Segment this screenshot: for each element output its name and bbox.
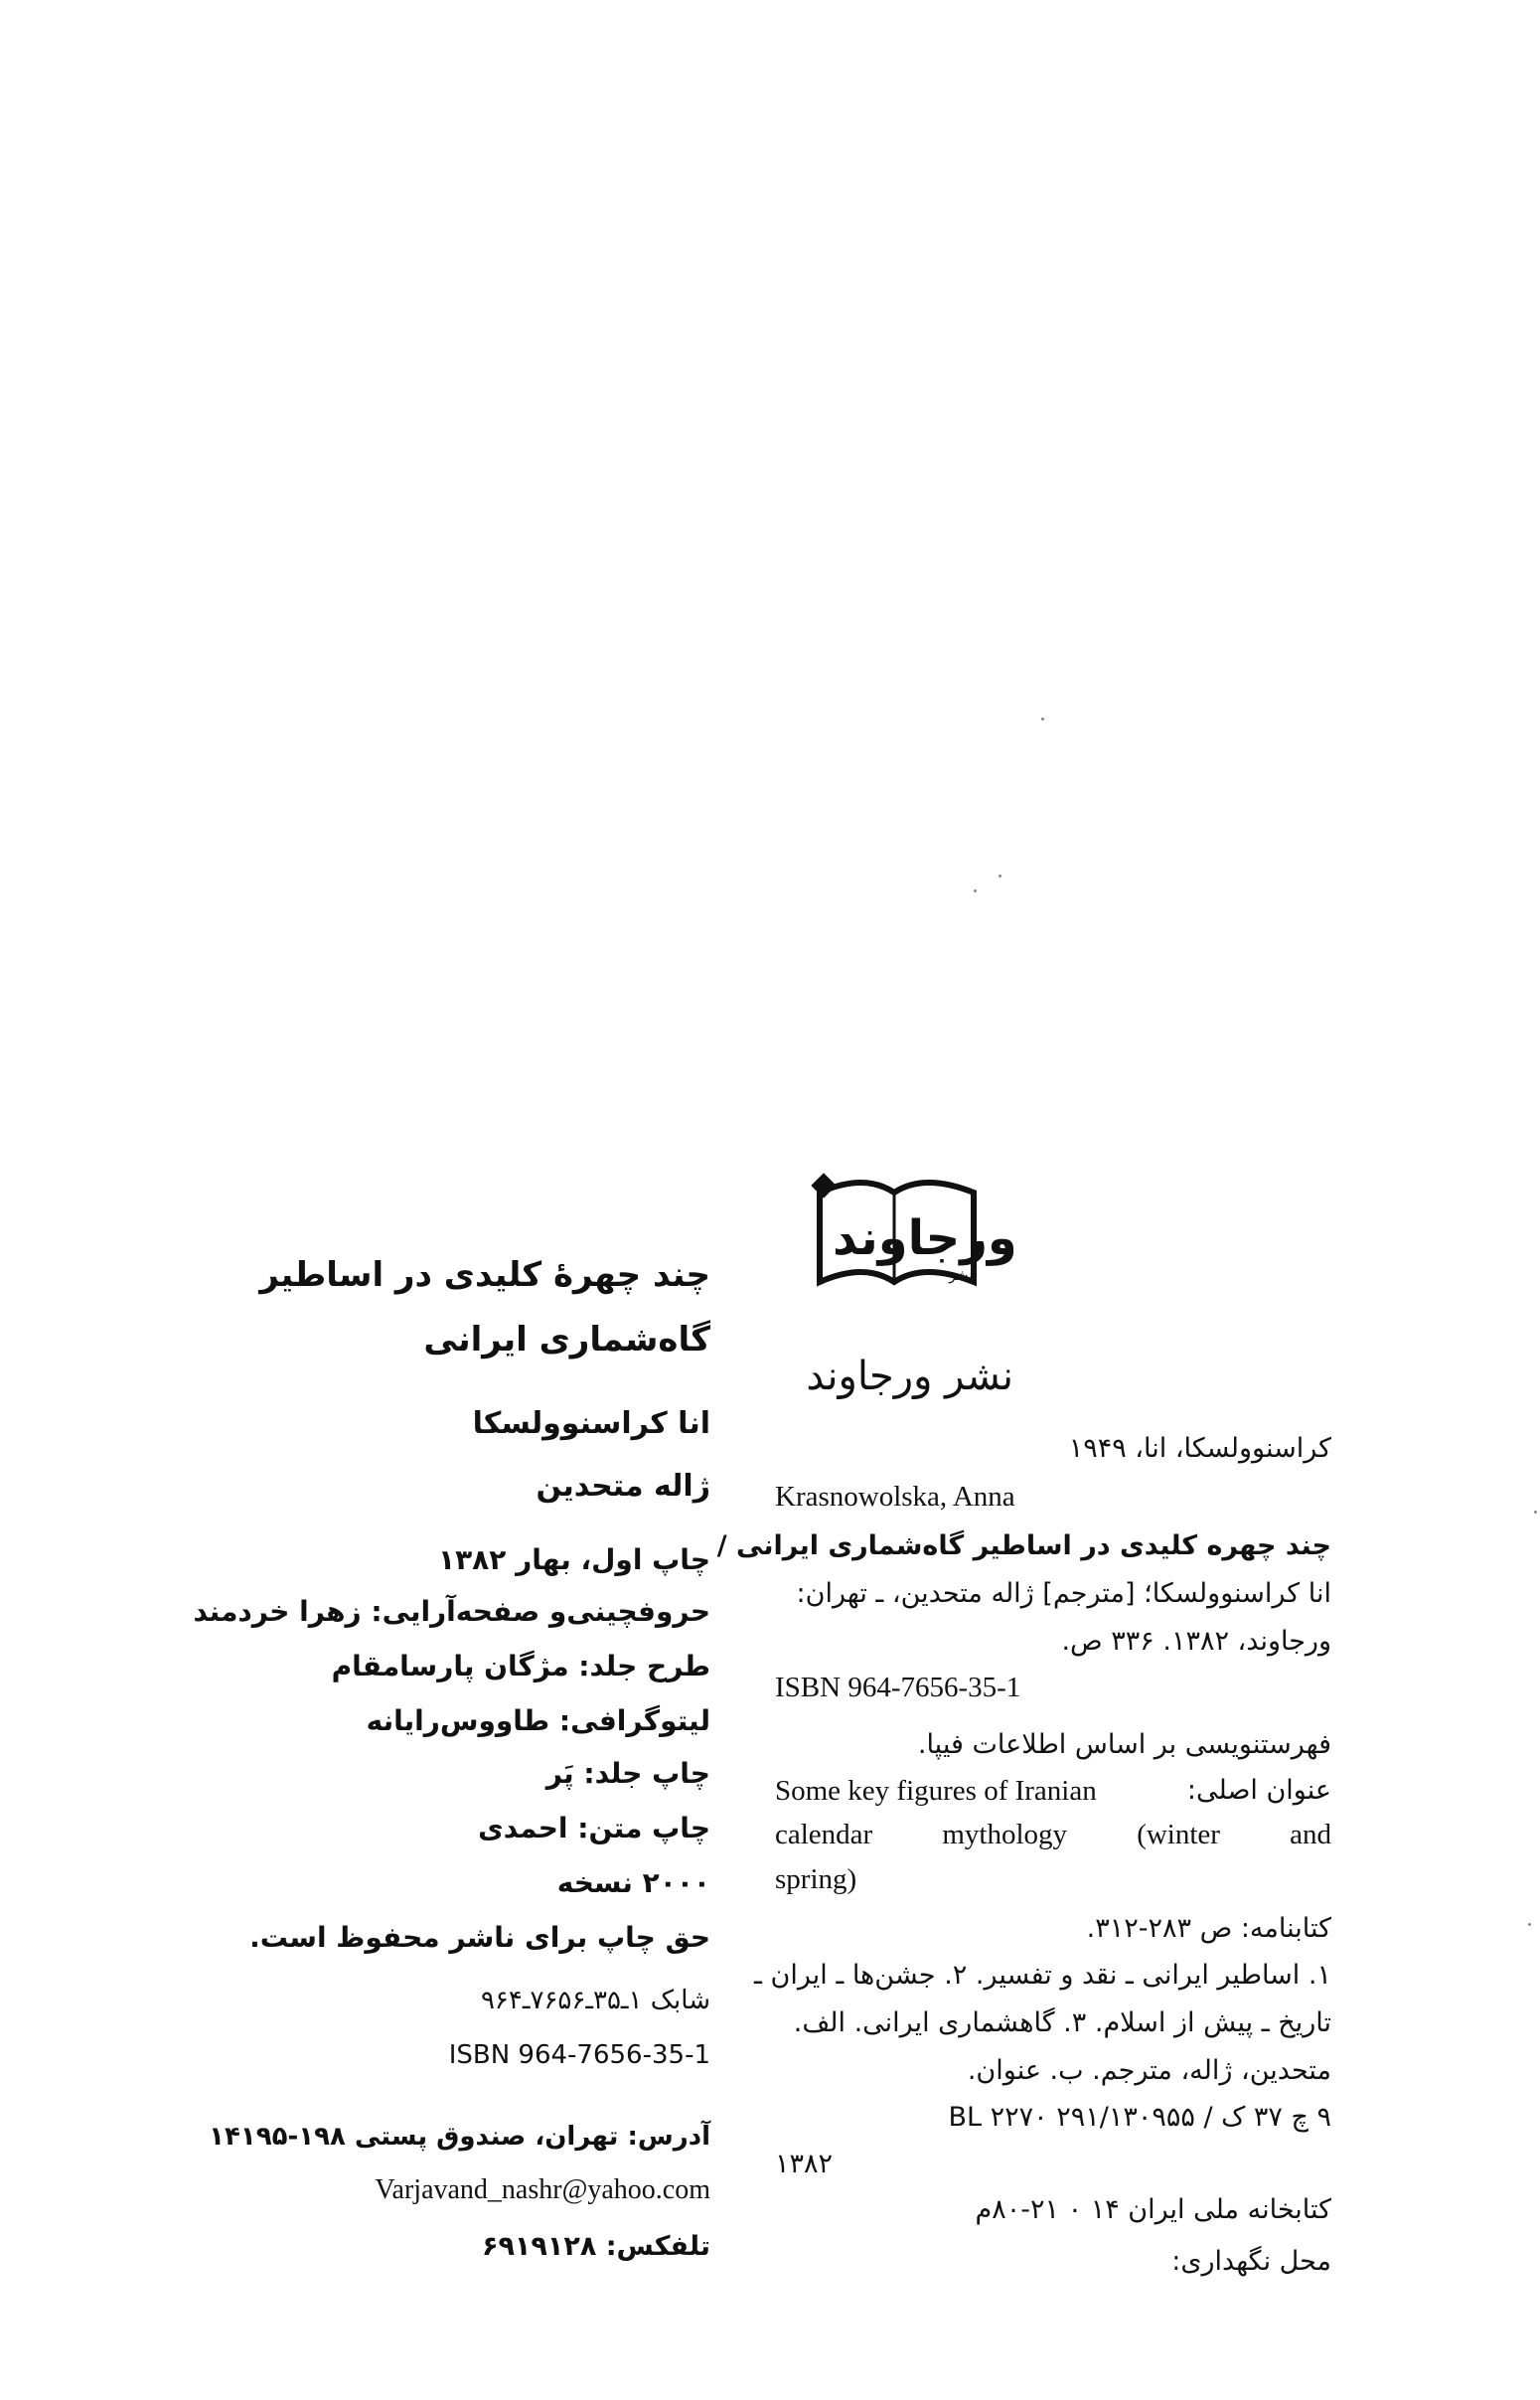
publisher-logo [775, 1163, 1013, 1317]
publisher-email: Varjavand_nashr@yahoo.com [375, 2174, 710, 2205]
catalog-bibliography: کتابنامه: ص ۲۸۳-۳۱۲. [1086, 1913, 1331, 1944]
print-run: ۲۰۰۰ نسخه [556, 1866, 710, 1899]
publisher-phone: تلفکس: ۶۹۱۹۱۲۸ [481, 2231, 710, 2262]
credit-line: حروفچینی‌و صفحه‌آرایی: زهرا خردمند [193, 1595, 710, 1628]
copyright-notice: حق چاپ برای ناشر محفوظ است. [249, 1921, 710, 1954]
logo-name: ورجاوند [833, 1210, 1013, 1266]
catalog-title: چند چهره کلیدی در اساطیر گاه‌شماری ایرانی / [716, 1530, 1331, 1561]
credit-line: چاپ اول، بهار ۱۳۸۲ [438, 1543, 710, 1576]
credit-line: طرح جلد: مژگان پارسامقام [331, 1650, 710, 1682]
book-title-line-2: گاه‌شماری ایرانی [423, 1320, 710, 1360]
book-logo-icon [775, 1163, 1013, 1317]
isbn-number: ISBN 964-7656-35-1 [448, 2040, 710, 2070]
logo-small-text: نشر [949, 1268, 974, 1284]
catalog-author-latin: Krasnowolska, Anna [775, 1481, 1015, 1513]
author-name: انا کراسنوولسکا [472, 1406, 710, 1441]
catalog-location: محل نگهداری: [1171, 2246, 1331, 2277]
credit-line: چاپ جلد: پَر [545, 1757, 710, 1790]
catalog-isbn: ISBN 964-7656-35-1 [775, 1672, 1021, 1703]
credit-line: چاپ متن: احمدی [478, 1812, 710, 1844]
catalog-author: کراسنوولسکا، انا، ۱۹۴۹ [1068, 1433, 1331, 1464]
catalog-line: ورجاوند، ۱۳۸۲. ۳۳۶ ص. [1061, 1626, 1331, 1657]
catalog-subject: ۱. اساطیر ایرانی ـ نقد و تفسیر. ۲. جشن‌ها ـ ایران ـ [754, 1960, 1331, 1991]
credit-line: لیتوگرافی: طاووس‌رایانه [366, 1704, 710, 1737]
original-title-3: spring) [775, 1863, 857, 1895]
catalog-subject: تاریخ ـ پیش از اسلام. ۳. گاهشماری ایرانی. الف. [793, 2007, 1331, 2038]
catalog-year: ۱۳۸۲ [775, 2149, 834, 2179]
catalog-library: کتابخانه ملی ایران ۱۴ ۰ ۲۱-۸۰م [975, 2194, 1331, 2225]
catalog-line: انا کراسنوولسکا؛ [مترجم] ژاله متحدین، ـ تهران: [796, 1578, 1331, 1609]
publisher-address: آدرس: تهران، صندوق پستی ۱۹۸-۱۴۱۹۵ [209, 2122, 710, 2152]
shabak-number: شابک ۱ـ۳۵ـ۷۶۵۶ـ۹۶۴ [480, 1986, 710, 2015]
original-title-2: calendar mythology (winter and [775, 1819, 1331, 1850]
original-title-label: عنوان اصلی: [1186, 1775, 1331, 1806]
catalog-note: فهرستنویسی بر اساس اطلاعات فیپا. [917, 1729, 1331, 1760]
catalog-subject: متحدین، ژاله، مترجم. ب. عنوان. [967, 2055, 1331, 2086]
original-title-1: Some key figures of Iranian [775, 1775, 1097, 1807]
publisher-name: نشر ورجاوند [806, 1354, 1013, 1399]
catalog-classification: ۹ چ ۳۷ ک / BL ۲۲۷۰ ۲۹۱/۱۳۰۹۵۵ [948, 2102, 1331, 2133]
book-title-line-1: چند چهرهٔ کلیدی در اساطیر [259, 1255, 710, 1295]
translator-name: ژاله متحدین [536, 1469, 710, 1504]
